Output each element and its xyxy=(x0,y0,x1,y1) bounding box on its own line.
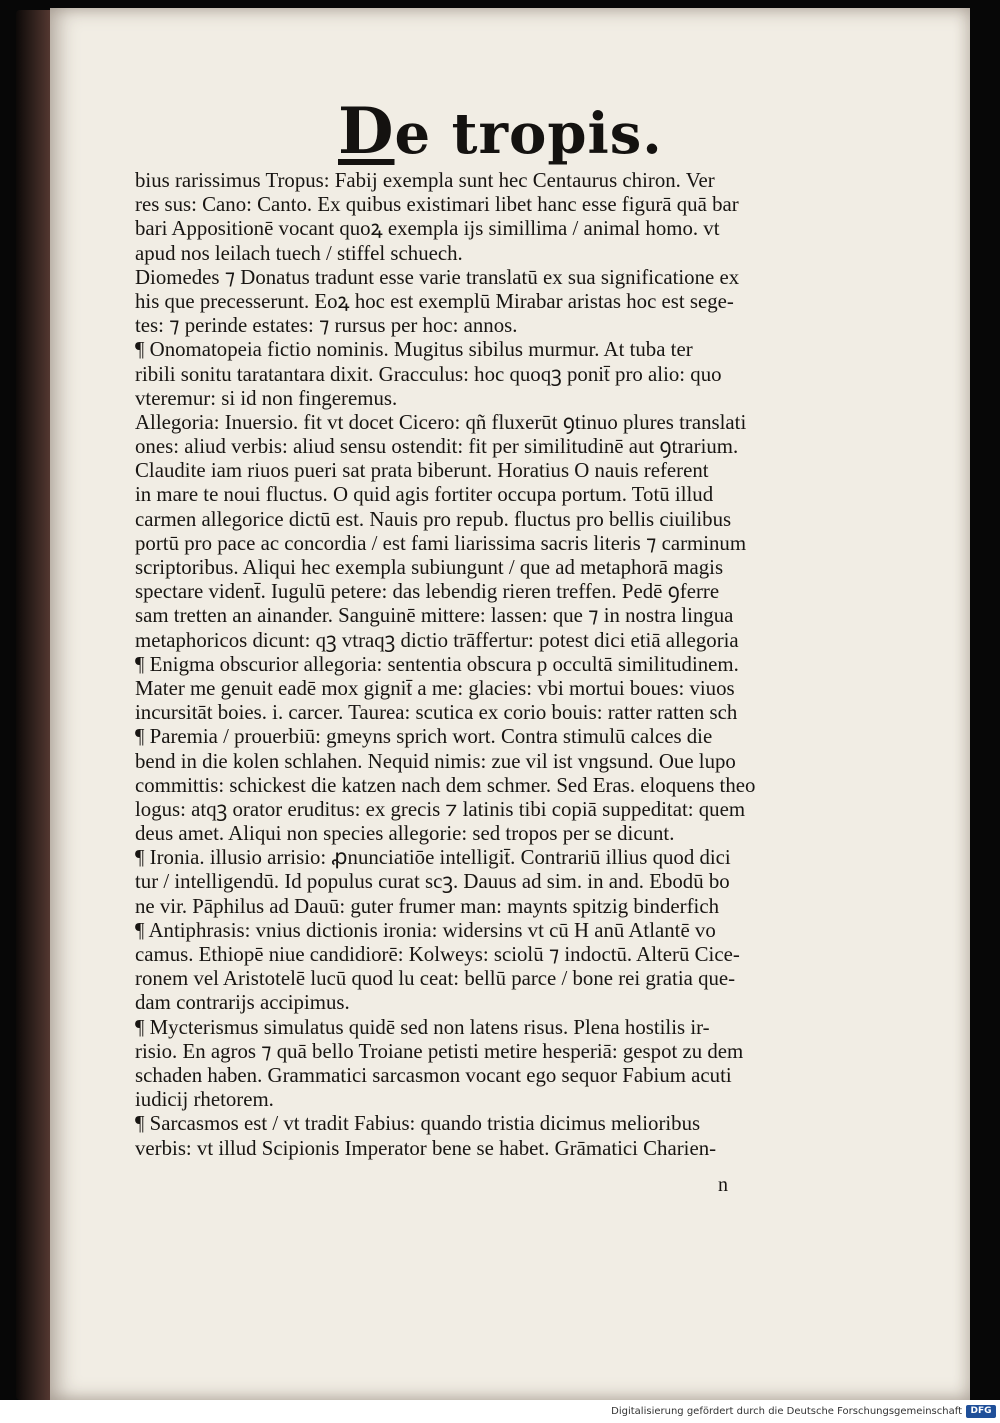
text-line: ¶ Mycterismus simulatus quidē sed non latens risus. Plena hostilis ir- xyxy=(135,1014,710,1039)
text-line: portū pro pace ac concordia / est fami liarissima sacris literis ⁊ carminum xyxy=(135,530,747,555)
signature-mark: n xyxy=(718,1174,728,1196)
text-line: incursitāt boies. i. carcer. Taurea: scutica ex corio bouis: ratter ratten sch xyxy=(135,700,738,725)
dfg-logo-icon: DFG xyxy=(966,1405,996,1418)
text-line: dam contrarijs accipimus. xyxy=(135,990,350,1015)
heading-rest: e tropis. xyxy=(394,101,663,167)
text-line: vteremur: si id non fingeremus. xyxy=(135,385,398,410)
text-line: his que precesserunt. Eoꝝ hoc est exemplū Mirabar aristas hoc est sege- xyxy=(135,288,734,313)
text-line: sam tretten an ainander. Sanguinē mittere: lassen: que ⁊ in nostra lingua xyxy=(135,603,734,628)
text-line: Allegoria: Inuersio. fit vt docet Cicero: qñ fluxerūt ꝯtinuo plures translati xyxy=(135,409,747,434)
footer-bar xyxy=(0,1400,1000,1423)
text-line: res sus: Cano: Canto. Ex quibus existimari libet hanc esse figurā quā bar xyxy=(135,192,739,217)
text-line: carmen allegorice dictū est. Nauis pro repub. fluctus pro bellis ciuilibus xyxy=(135,506,732,531)
text-line: ¶ Paremia / prouerbiū: gmeyns sprich wort. Contra stimulū calces die xyxy=(135,724,713,749)
text-line: ¶ Sarcasmos est / vt tradit Fabius: quando tristia dicimus melioribus xyxy=(135,1111,701,1136)
text-line: risio. En agros ⁊ quā bello Troiane petisti metire hesperiā: gespot zu dem xyxy=(135,1038,744,1063)
text-line: metaphoricos dicunt: qꝫ vtraqꝫ dictio trāffertur: potest dici etiā allegoria xyxy=(135,627,739,652)
text-line: ¶ Ironia. illusio arrisio: ꝓnunciatiōe intelligit̄. Contrariū illius quod dici xyxy=(135,845,731,870)
text-line: apud nos leilach tuech / stiffel schuech. xyxy=(135,240,463,265)
text-line: in mare te noui fluctus. O quid agis fortiter occupa portum. Totū illud xyxy=(135,482,714,507)
text-line: ne vir. Pāphilus ad Dauū: guter frumer man: maynts spitzig binderfich xyxy=(135,893,719,918)
text-line: bius rarissimus Tropus: Fabij exempla sunt hec Centaurus chiron. Ver xyxy=(135,168,715,192)
text-line: committis: schickest die katzen nach dem schmer. Sed Eras. eloquens theo xyxy=(135,772,756,797)
text-line: tes: ⁊ perinde estates: ⁊ rursus per hoc: annos. xyxy=(135,313,518,338)
text-line: spectare vident̄. Iugulū petere: das lebendig rieren treffen. Pedē ꝯferre xyxy=(135,579,720,604)
heading-initial: D xyxy=(338,94,395,169)
text-line: deus amet. Aliqui non species allegorie: sed tropos per se dicunt. xyxy=(135,821,675,846)
text-line: ones: aliud verbis: aliud sensu ostendit: fit per similitudinē aut ꝯtrarium. xyxy=(135,434,739,459)
text-line: ¶ Onomatopeia fictio nominis. Mugitus sibilus murmur. At tuba ter xyxy=(135,337,693,362)
text-line: scriptoribus. Aliqui hec exempla subiungunt / que ad metaphorā magis xyxy=(135,555,724,579)
text-line: ronem vel Aristotelē lucū quod lu ceat: bellū parce / bone rei gratia que- xyxy=(135,966,736,991)
text-line: schaden haben. Grammatici sarcasmon vocant ego sequor Fabium acuti xyxy=(135,1062,732,1087)
text-line: Diomedes ⁊ Donatus tradunt esse varie translatū ex sua significatione ex xyxy=(135,264,740,289)
text-line: bari Appositionē vocant quoꝝ exempla ijs simillima / animal homo. vt xyxy=(135,216,720,241)
text-line: ¶ Antiphrasis: vnius dictionis ironia: widersins vt cū H anū Atlantē vo xyxy=(135,917,716,942)
text-line: ribili sonitu taratantara dixit. Gracculus: hoc quoqꝫ ponit̄ pro alio: quo xyxy=(135,361,722,386)
text-line: logus: atqꝫ orator eruditus: ex grecis ⁊ latinis tibi copiā suppeditat: quem xyxy=(135,796,746,821)
text-line: tur / intelligendū. Id populus curat scꝫ. Dauus ad sim. in and. Ebodū bo xyxy=(135,869,730,894)
text-line: Mater me genuit eadē mox gignit̄ a me: glacies: vbi mortui boues: viuos xyxy=(135,675,735,700)
text-line: verbis: vt illud Scipionis Imperator bene se habet. Grāmatici Charien- xyxy=(135,1135,717,1160)
text-line: Claudite iam riuos pueri sat prata biberunt. Horatius O nauis referent xyxy=(135,458,709,483)
book-binding-edge xyxy=(16,10,52,1400)
text-line: camus. Ethiopē niue candidiorē: Kolweys: sciolū ⁊ indoctū. Alterū Cice- xyxy=(135,942,740,966)
text-line: bend in die kolen schlahen. Nequid nimis: zue vil ist vngsund. Oue lupo xyxy=(135,748,736,773)
book-page xyxy=(50,8,970,1400)
body-text xyxy=(135,168,795,1160)
text-line: iudicij rhetorem. xyxy=(135,1087,274,1112)
text-line: ¶ Enigma obscurior allegoria: sententia obscura p occultā similitudinem. xyxy=(135,651,739,676)
page-heading xyxy=(338,94,663,169)
funding-notice: Digitalisierung gefördert durch die Deutsche Forschungsgemeinschaft xyxy=(611,1406,962,1417)
